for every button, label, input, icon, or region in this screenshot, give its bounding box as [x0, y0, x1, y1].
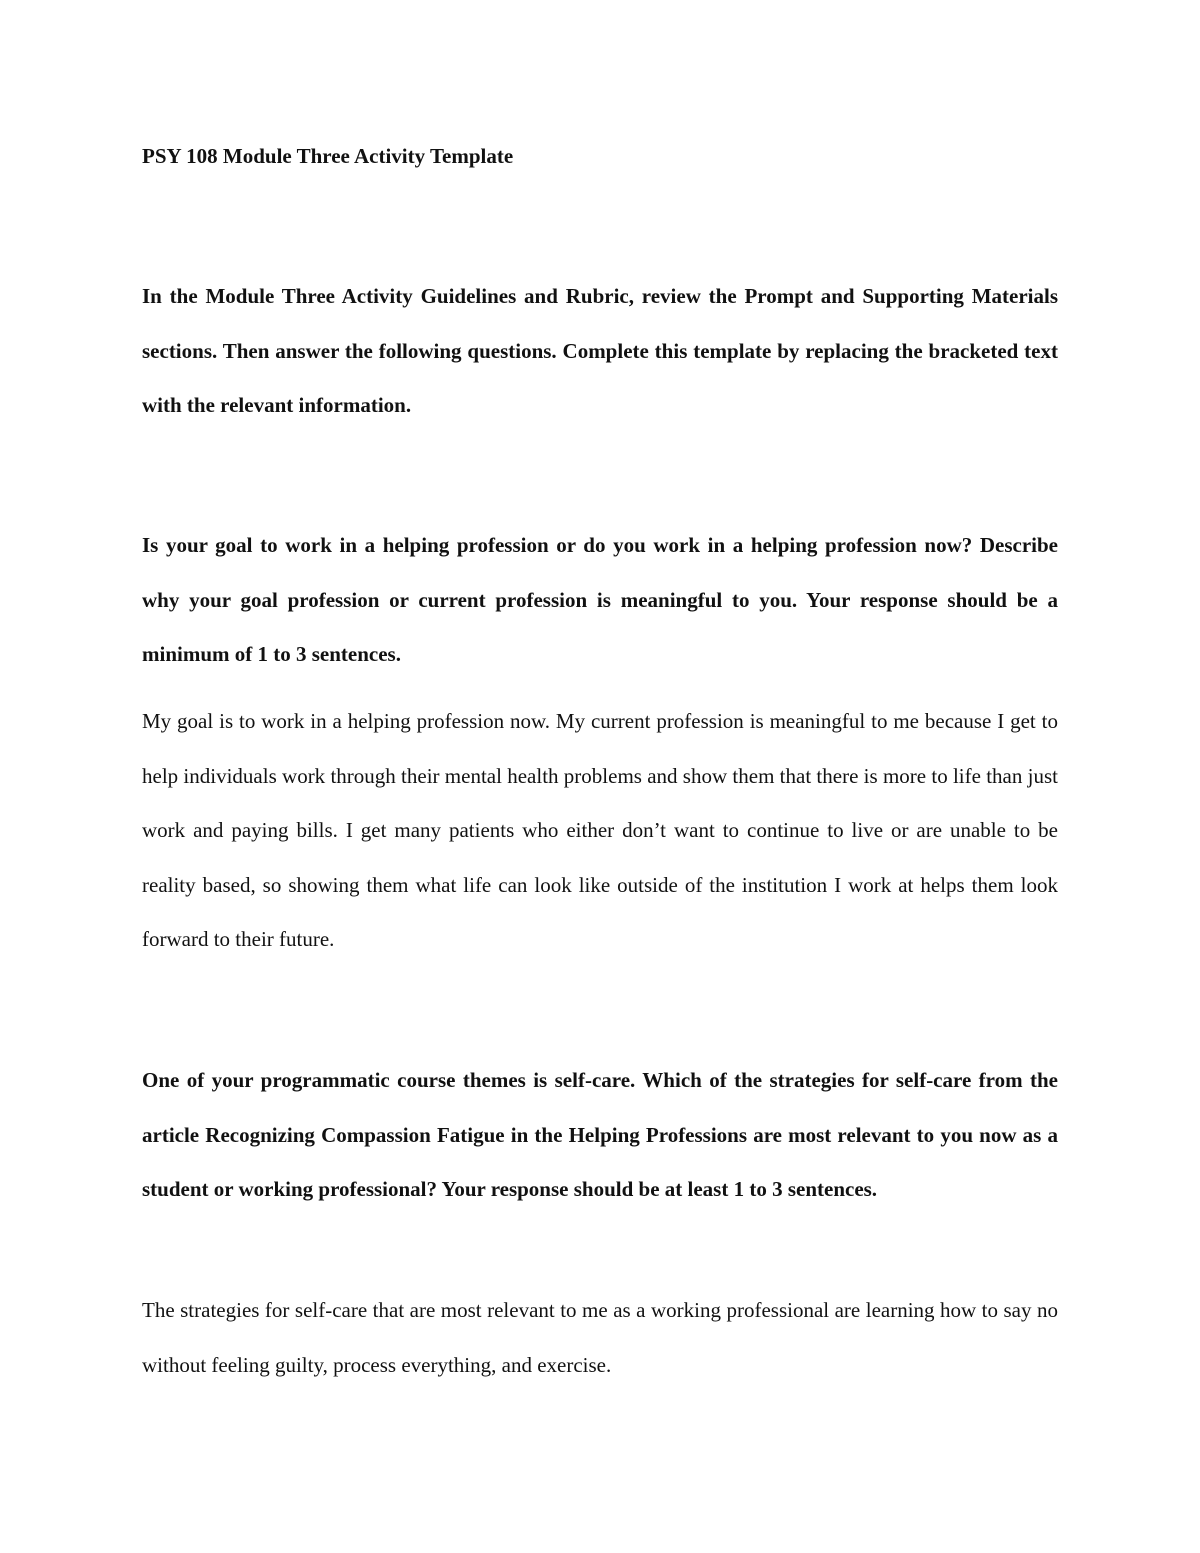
question-1-prompt: Is your goal to work in a helping profession or do you work in a helping profession now? Describe why your goal profession or current profession is meaningful to you. Your response should be a minimum of 1 to 3 sentences.	[142, 533, 1058, 666]
answer-1-response: My goal is to work in a helping profession now. My current profession is meaningful to me because I get to help individuals work through their mental health problems and show them that there is more to life than just work and paying bills. I get many patients who either don’t want to continue to live or are unable to be reality based, so showing them what life can look like outside of the institution I work at helps them look forward to their future.	[142, 709, 1058, 951]
instructions-paragraph: In the Module Three Activity Guidelines and Rubric, review the Prompt and Supporting Materials sections. Then answer the following questions. Complete this template by replacing the bracketed text with the relevant information.	[142, 284, 1058, 417]
document-title: PSY 108 Module Three Activity Template	[142, 144, 514, 168]
question-2-prompt: One of your programmatic course themes is self-care. Which of the strategies for self-care from the article Recognizing Compassion Fatigue in the Helping Professions are most relevant to you now as a student or working professional? Your response should be at least 1 to 3 sentences.	[142, 1068, 1058, 1201]
answer-2-response: The strategies for self-care that are most relevant to me as a working professional are learning how to say no without feeling guilty, process everything, and exercise.	[142, 1298, 1058, 1377]
